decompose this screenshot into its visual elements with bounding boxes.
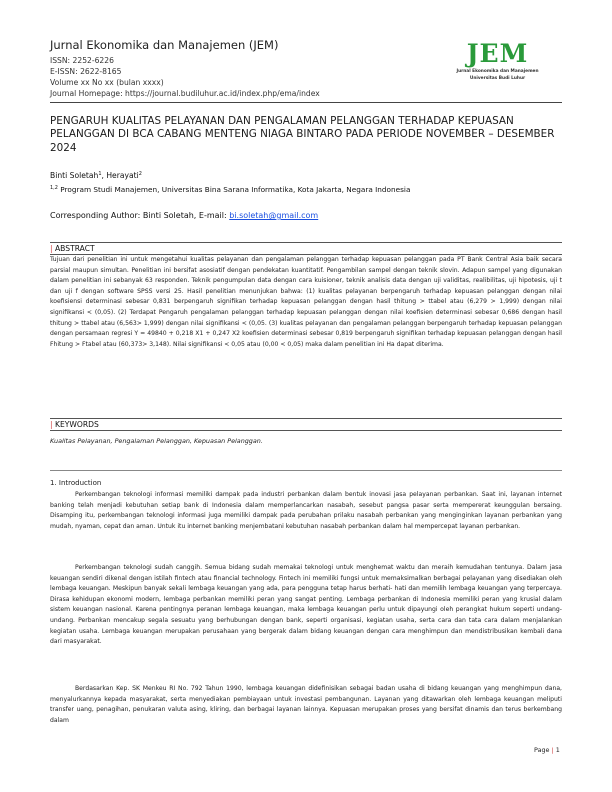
intro-paragraph-1: Perkembangan teknologi informasi memiliki dampak pada industri perbankan dalam bentuk inovasi jasa pelayanan perbankan. Saat ini, layanan internet banking telah menjadi kebutuhan setiap bank di Indonesia dalam memperlancarkan nasabah, sesebut pangsa pasar serta mempererat keunggulan bersaing. Disamping itu, perkembangan teknologi informasi juga memiliki dampak pada perubahan prilaku nasabah perbankan yang menginginkan layanan perbankan yang mudah, nyaman, cepat dan aman. Untuk itu internet banking menjembatani kebutuhan nasabah perbankan dalam hal mempercepat layanan perbankan.	[50, 491, 562, 530]
abstract-text: Tujuan dari penelitian ini untuk mengetahui kualitas pelayanan dan pengalaman pelanggan terhadap kepuasan pelanggan pada PT Bank Central Asia baik secara parsial maupun simultan. Penelitian ini bersifat asosiatif dengan pendekatan kuantitatif. Pengambilan sampel dengan teknik slovin. Adapun sampel yang digunakan dalam penelitian ini sebanyak 63 responden. Teknik pengumpulan data dengan cara kuisioner, teknik analisis data dengan uji validitas, realibilitas, uji hipotesis, uji t dan uji f dengan software SPSS versi 25. Hasil penelitian menunjukan bahwa: (1) kualitas pelayanan berpengaruh terhadap kepuasan pelanggan dengan nilai koefisiensi determinasi sebesar 0,831 berpengaruh signifikan terhadap kepuasan pelanggan dengan hasil thitung > ttabel atau (6,279 > 1,999) dengan nilai signifikansi < (0,05). (2) Terdapat Pengaruh pengalaman pelanggan terhadap kepuasan pelanggan dengan nilai koefisien determinasi sebesar 0,686 dengan hasil thitung > ttabel atau (6,563> 1,999) dengan nilai signifikansi < (0,05. (3) kualitas pelayanan dan pengalaman pelanggan berpengaruh terhadap kepuasan pelanggan dengan persamaan regresi Y = 49840 + 0,218 X1 + 0,247 X2 koefisien determinasi sebesar 0,819 berpengaruh signifikan terhadap kepuasan pelanggan dengan hasil Fhitung > Ftabel atau (60,373> 3,148). Nilai signifikansi < 0,05 atau (0,00 < 0,05) maka dalam penelitian ini Ha dapat diterima.	[50, 256, 562, 348]
journal-title: Jurnal Ekonomika dan Manajemen (JEM)	[50, 38, 279, 52]
eissn: E-ISSN: 2622-8165	[50, 67, 122, 76]
page-number-value: 1	[555, 746, 560, 754]
author-1: Binti Soletah	[50, 171, 99, 180]
affiliation-sup: 1,2	[50, 185, 58, 191]
journal-homepage: Journal Homepage: https://journal.budiluhur.ac.id/index.php/ema/index	[50, 89, 320, 98]
author-separator: ,	[101, 171, 107, 180]
intro-heading: 1. Introduction	[50, 479, 102, 487]
page-number	[534, 746, 560, 754]
intro-rule	[50, 470, 562, 471]
page-separator: |	[549, 746, 556, 754]
author-2-sup: 2	[138, 171, 142, 177]
logo-subtitle-1: Jurnal Ekonomika dan Manajemen	[456, 69, 539, 74]
affiliation-text: Program Studi Manajemen, Universitas Bina Sarana Informatika, Kota Jakarta, Negara Indonesia	[60, 185, 411, 194]
intro-paragraph-3: Berdasarkan Kep. SK Menkeu RI No. 792 Tahun 1990, lembaga keuangan didefinisikan sebagai badan usaha di bidang keuangan yang menghimpun dana, menyalurkannya kepada masyarakat, serta menyediakan pembiayaan untuk investasi pembangunan. Layanan yang ditawarkan oleh lembaga keuangan meliputi transfer uang, penagihan, penukaran valuta asing, kliring, dan berbagai layanan lainnya. Kepuasan merupakan proses yang bersifat dinamis dan terus berkembang dalam	[50, 685, 562, 724]
keywords-text: Kualitas Pelayanan, Pengalaman Pelanggan, Kepuasan Pelanggan.	[50, 437, 263, 445]
authors	[50, 171, 142, 180]
keywords-heading-box	[50, 418, 562, 431]
abstract-heading: | ABSTRACT	[50, 244, 95, 253]
logo-mark: JEM	[466, 39, 529, 68]
affiliation	[50, 185, 410, 194]
corresponding-author	[50, 211, 318, 220]
intro-paragraph-2: Perkembangan teknologi sudah canggih. Semua bidang sudah memakai teknologi untuk menghemat waktu dan meraih kemudahan tentunya. Dalam jasa keuangan sendiri dikenal dengan istilah fintech atau financial technology. Fintech ini memiliki fungsi untuk memaksimalkan berbagai pelayanan yang disediakan oleh lembaga keuangan. Meskipun banyak sekali lembaga keuangan yang ada, para pengguna tetap harus berhati- hati dan memilih lembaga keuangan yang terpercaya. Dirasa kehidupan ekonomi modern, lembaga perbankan memiliki peran yang sangat penting. Lembaga perbankan di Indonesia memiliki peran yang krusial dalam sistem keuangan nasional. Karena pentingnya peranan lembaga keuangan, maka lembaga keuangan perlu untuk dipayungi oleh perangkat hukum seperti undang-undang. Perbankan mencakup segala sesuatu yang berhubungan dengan bank, seperti organisasi, kegiatan usaha, serta cara dan tata cara dalam menjalankan kegiatan usaha. Lembaga keuangan merupakan perusahaan yang bergerak dalam bidang keuangan dengan cara menghimpun dan mendistribusikan kembali dana dari masyarakat.	[50, 564, 562, 646]
issn: ISSN: 2252-6226	[50, 56, 114, 65]
logo-subtitle-2: Universitas Budi Luhur	[469, 76, 526, 81]
author-2: Herayati	[106, 171, 139, 180]
corresponding-label: Corresponding Author: Binti Soletah, E-mail:	[50, 211, 230, 220]
page-label: Page	[534, 746, 550, 754]
keywords-heading-text: KEYWORDS	[54, 420, 99, 429]
volume-info: Volume xx No xx (bulan xxxx)	[50, 78, 164, 87]
journal-logo	[430, 40, 565, 82]
abstract-heading-text: ABSTRACT	[54, 244, 95, 253]
header-rule	[50, 102, 562, 103]
article-title: PENGARUH KUALITAS PELAYANAN DAN PENGALAMAN PELANGGAN TERHADAP KEPUASAN PELANGGAN DI BCA CABANG MENTENG NIAGA BINTARO PADA PERIODE NOVEMBER – DESEMBER 2024	[50, 115, 555, 154]
author-1-sup: 1	[98, 171, 102, 177]
corresponding-email-link[interactable]: bi.soletah@gmail.com	[229, 211, 319, 220]
abstract-heading-box	[50, 242, 562, 255]
keywords-heading: | KEYWORDS	[50, 420, 99, 429]
